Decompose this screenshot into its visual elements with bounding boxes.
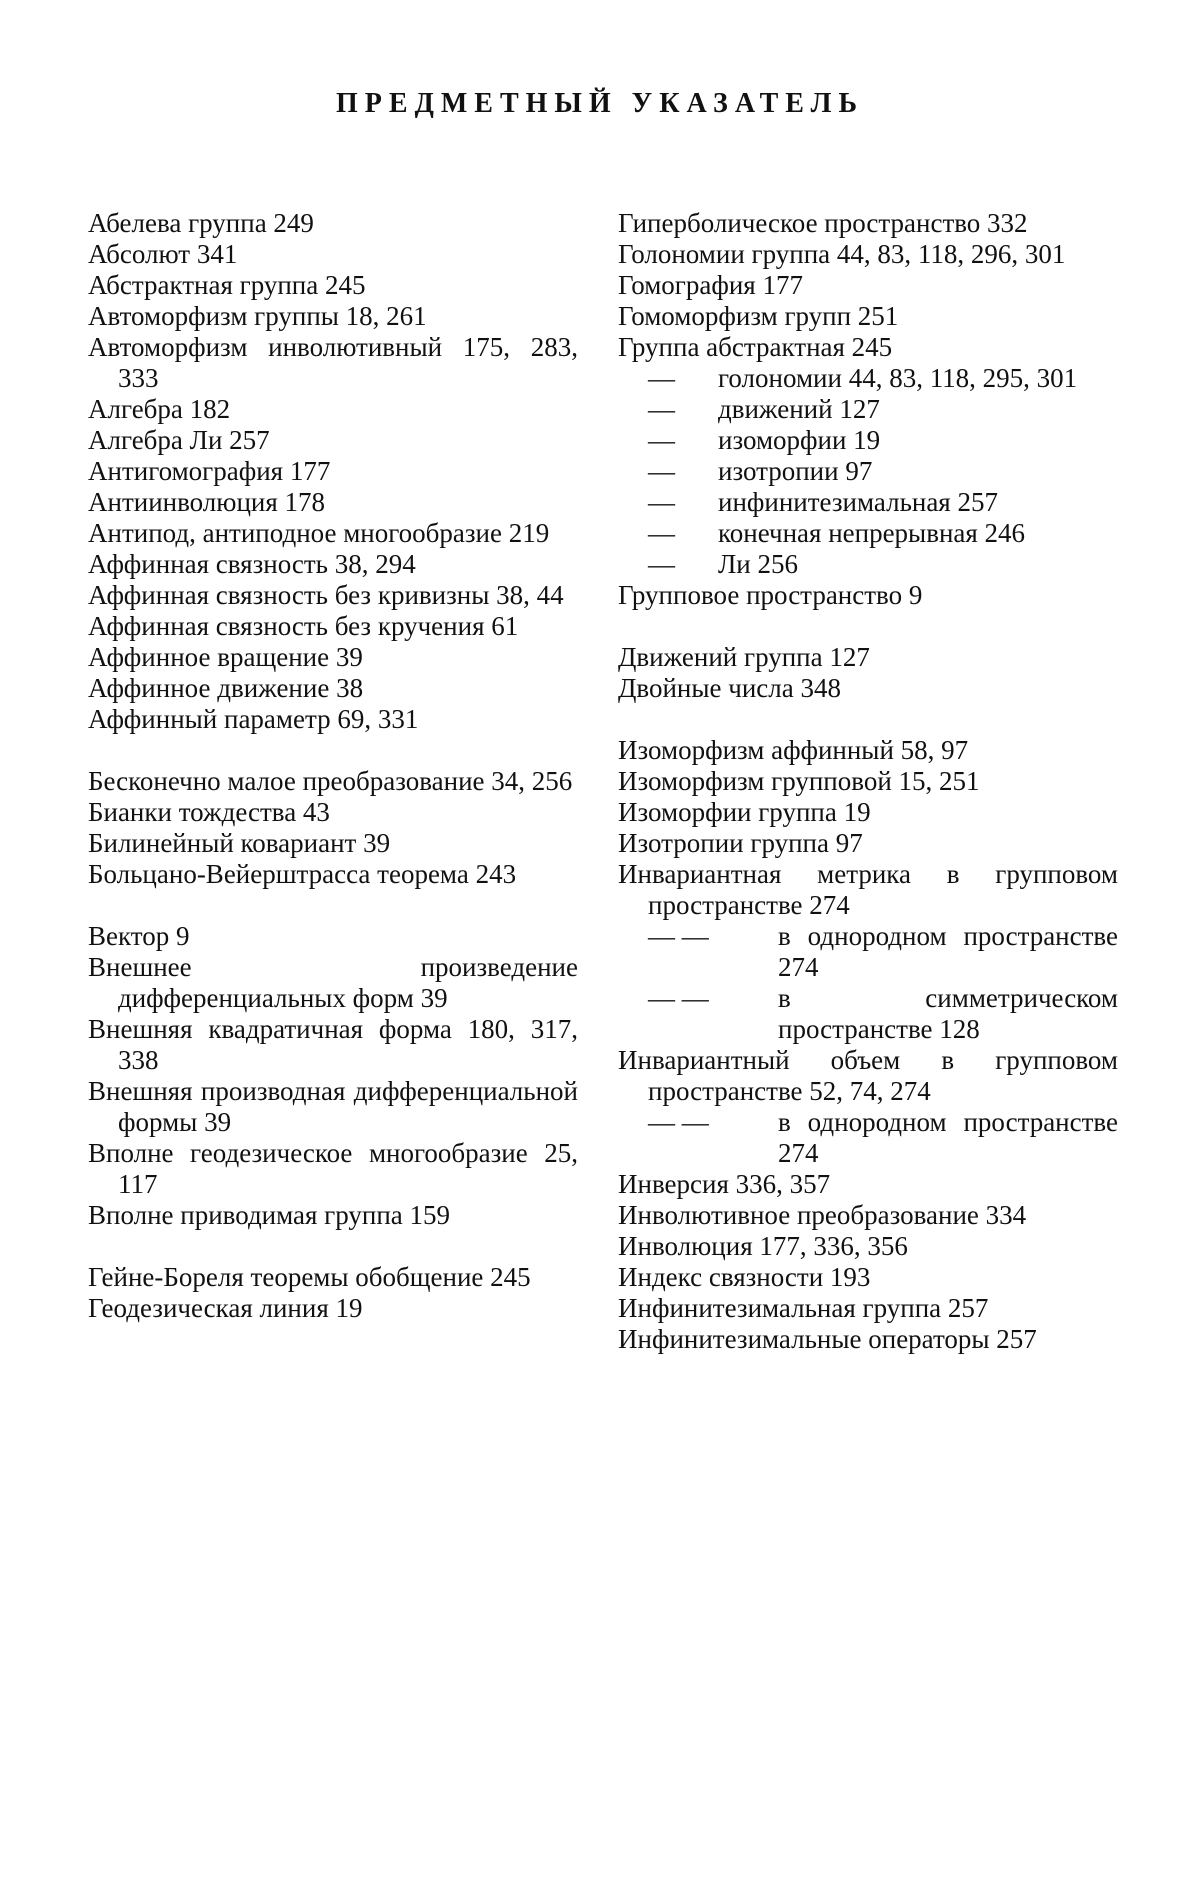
index-entry-text: Алгебра Ли 257 [88, 425, 270, 455]
index-entry [88, 239, 578, 270]
index-entry [88, 766, 578, 797]
subentry-dash: — [648, 456, 675, 486]
index-entry [618, 983, 1118, 1045]
index-entry [88, 580, 578, 611]
subentry-dash: — [648, 549, 675, 579]
index-column-left [88, 208, 578, 1324]
index-entry [618, 270, 1118, 301]
index-entry [618, 1107, 1118, 1169]
index-entry-text: Внешнее произведение дифференциальных форм 39 [88, 952, 578, 1013]
index-entry-text: Изоморфизм групповой 15, 251 [618, 766, 980, 796]
subentry-dash: — [648, 518, 675, 548]
index-entry-text: Внешняя производная дифференциальной формы 39 [88, 1076, 578, 1137]
index-entry-text: Инверсия 336, 357 [618, 1169, 831, 1199]
index-entry [88, 208, 578, 239]
index-entry [88, 1262, 578, 1293]
index-entry [88, 1076, 578, 1138]
index-entry-text: Инфинитезимальная группа 257 [618, 1293, 989, 1323]
index-entry [618, 828, 1118, 859]
index-entry [88, 952, 578, 1014]
index-entry-text: Аффинное движение 38 [88, 673, 364, 703]
index-entry-text: Гейне-Бореля теоремы обобщение 245 [88, 1262, 531, 1292]
index-entry [618, 1293, 1118, 1324]
index-entry-text: Изотропии группа 97 [618, 828, 863, 858]
index-entry-text: Аффинная связность 38, 294 [88, 549, 416, 579]
index-entry-text: Индекс связности 193 [618, 1262, 871, 1292]
index-entry [88, 270, 578, 301]
index-entry-text: Движений группа 127 [618, 642, 870, 672]
index-entry [618, 425, 1118, 456]
index-entry-text: Больцано-Вейерштрасса теорема 243 [88, 859, 517, 889]
index-entry-text: Абстрактная группа 245 [88, 270, 366, 300]
index-entry [88, 611, 578, 642]
index-entry [88, 797, 578, 828]
index-entry [88, 1200, 578, 1231]
subentry-dash: — [648, 487, 675, 517]
index-entry-text: Инвариантный объем в групповом пространстве 52, 74, 274 [618, 1045, 1118, 1106]
index-entry-text: в симметрическом пространстве 128 [778, 983, 1118, 1044]
index-entry-text: Аффинная связность без кручения 61 [88, 611, 519, 641]
index-entry [618, 518, 1118, 549]
index-entry-text: изоморфии 19 [718, 425, 881, 455]
index-entry [618, 735, 1118, 766]
index-entry-text: Геодезическая линия 19 [88, 1293, 363, 1323]
index-entry [618, 921, 1118, 983]
index-entry [88, 332, 578, 394]
index-entry-text: Вполне приводимая группа 159 [88, 1200, 451, 1230]
index-entry [618, 673, 1118, 704]
index-entry-text: Антигомография 177 [88, 456, 331, 486]
index-entry [618, 456, 1118, 487]
index-entry [88, 394, 578, 425]
index-entry [88, 1293, 578, 1324]
index-entry [618, 1324, 1118, 1355]
index-entry [88, 828, 578, 859]
index-entry-text: Группа абстрактная 245 [618, 332, 893, 362]
index-entry-text: Инвариантная метрика в групповом пространстве 274 [618, 859, 1118, 920]
index-entry [88, 456, 578, 487]
index-entry-text: Аффинное вращение 39 [88, 642, 363, 672]
index-entry-text: в однородном пространстве 274 [778, 921, 1118, 982]
index-entry [88, 704, 578, 735]
index-entry-text: Бианки тождества 43 [88, 797, 330, 827]
index-entry [618, 239, 1118, 270]
index-entry [618, 487, 1118, 518]
index-entry [618, 1169, 1118, 1200]
index-entry [88, 673, 578, 704]
index-entry [618, 797, 1118, 828]
index-entry-text: Изоморфизм аффинный 58, 97 [618, 735, 969, 765]
index-entry [618, 766, 1118, 797]
index-entry [618, 332, 1118, 363]
page-title: ПРЕДМЕТНЫЙ УКАЗАТЕЛЬ [336, 88, 864, 119]
index-entry-text: Гомография 177 [618, 270, 803, 300]
index-entry-text: Билинейный ковариант 39 [88, 828, 391, 858]
index-entry-text: голономии 44, 83, 118, 295, 301 [718, 363, 1078, 393]
index-entry-text: Гомоморфизм групп 251 [618, 301, 899, 331]
index-entry-text: в однородном пространстве 274 [778, 1107, 1118, 1168]
subentry-dash: — [648, 394, 675, 424]
index-entry [618, 208, 1118, 239]
subentry-dash: — — [648, 921, 709, 951]
index-entry [88, 859, 578, 890]
index-entry-text: Абелева группа 249 [88, 208, 314, 238]
index-entry-text: Абсолют 341 [88, 239, 238, 269]
index-entry-text: Голономии группа 44, 83, 118, 296, 301 [618, 239, 1066, 269]
index-entry [618, 1200, 1118, 1231]
index-entry [618, 549, 1118, 580]
index-entry [618, 301, 1118, 332]
index-entry [618, 363, 1118, 394]
index-entry [618, 580, 1118, 611]
index-entry-text: Бесконечно малое преобразование 34, 256 [88, 766, 573, 796]
index-entry [88, 1014, 578, 1076]
index-entry-text: Инволютивное преобразование 334 [618, 1200, 1027, 1230]
index-entry [88, 518, 578, 549]
index-entry-text: Групповое пространство 9 [618, 580, 923, 610]
index-entry [618, 1262, 1118, 1293]
index-entry-text: Ли 256 [718, 549, 799, 579]
index-entry-text: Инволюция 177, 336, 356 [618, 1231, 908, 1261]
index-entry-text: инфинитезимальная 257 [718, 487, 998, 517]
subentry-dash: — [648, 363, 675, 393]
index-entry-text: Инфинитезимальные операторы 257 [618, 1324, 1037, 1354]
index-entry-text: Аффинная связность без кривизны 38, 44 [88, 580, 564, 610]
subentry-dash: — — [648, 1107, 709, 1137]
index-entry [618, 642, 1118, 673]
index-entry [88, 642, 578, 673]
index-entry-text: Аффинный параметр 69, 331 [88, 704, 419, 734]
index-entry-text: Антипод, антиподное многообразие 219 [88, 518, 550, 548]
index-entry-text: Гиперболическое пространство 332 [618, 208, 1028, 238]
index-entry-text: Алгебра 182 [88, 394, 231, 424]
index-entry [88, 301, 578, 332]
index-entry-text: конечная непрерывная 246 [718, 518, 1026, 548]
index-entry [618, 1231, 1118, 1262]
index-entry-text: Изоморфии группа 19 [618, 797, 871, 827]
index-entry [88, 921, 578, 952]
index-entry-text: Вполне геодезическое многообразие 25, 117 [88, 1138, 578, 1199]
index-entry-text: Антиинволюция 178 [88, 487, 326, 517]
index-entry-text: Двойные числа 348 [618, 673, 841, 703]
index-entry-text: Вектор 9 [88, 921, 190, 951]
index-entry [88, 425, 578, 456]
index-entry [618, 859, 1118, 921]
index-entry [88, 487, 578, 518]
index-entry-text: движений 127 [718, 394, 880, 424]
index-entry-text: Автоморфизм группы 18, 261 [88, 301, 427, 331]
subentry-dash: — [648, 425, 675, 455]
index-entry [618, 1045, 1118, 1107]
index-column-right [618, 208, 1118, 1355]
index-entry-text: Автоморфизм инволютивный 175, 283, 333 [88, 332, 578, 393]
index-entry [88, 1138, 578, 1200]
index-entry [618, 394, 1118, 425]
index-entry [88, 549, 578, 580]
index-entry-text: Внешняя квадратичная форма 180, 317, 338 [88, 1014, 578, 1075]
index-entry-text: изотропии 97 [718, 456, 873, 486]
subentry-dash: — — [648, 983, 709, 1013]
